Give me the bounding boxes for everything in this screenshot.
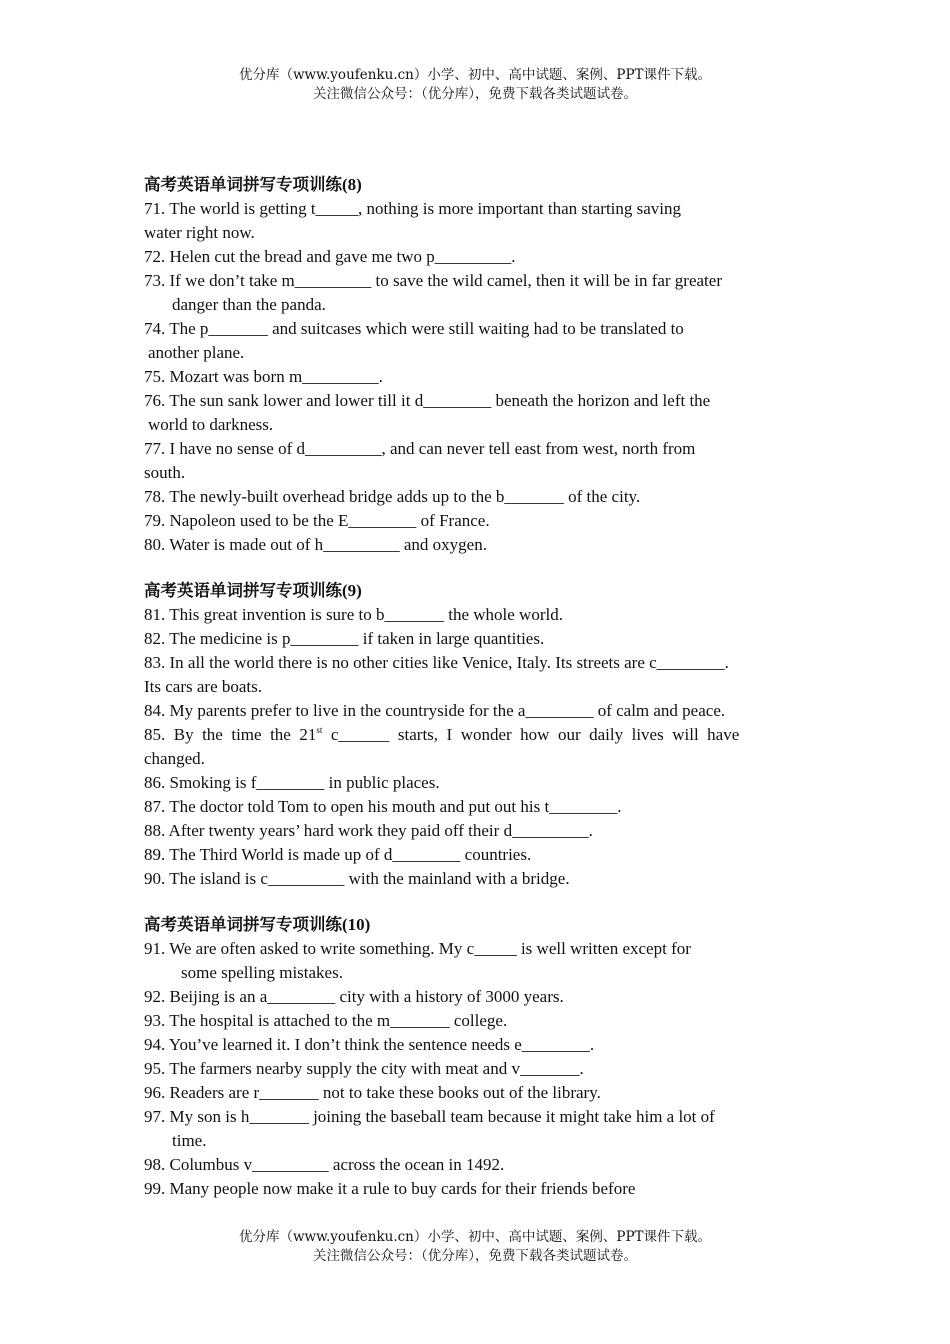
question-72: 72. Helen cut the bread and gave me two p_________. — [144, 247, 516, 266]
section-9 — [144, 579, 807, 891]
question-77: 77. I have no sense of d_________, and can never tell east from west, north from south. — [144, 439, 696, 482]
section-10 — [144, 913, 807, 1201]
section-title: 高考英语单词拼写专项训练(8) — [144, 175, 362, 194]
question-86: 86. Smoking is f________ in public places. — [144, 773, 440, 792]
page-header — [0, 66, 950, 104]
question-85: 85. By the time the 21st c______ starts, I wonder how our daily lives will have changed. — [144, 725, 740, 768]
page-footer — [0, 1228, 950, 1266]
question-95: 95. The farmers nearby supply the city with meat and v_______. — [144, 1059, 584, 1078]
question-73: 73. If we don’t take m_________ to save the wild camel, then it will be in far greater danger than the panda. — [144, 271, 722, 314]
question-80: 80. Water is made out of h_________ and oxygen. — [144, 535, 487, 554]
question-82: 82. The medicine is p________ if taken in large quantities. — [144, 629, 545, 648]
question-75: 75. Mozart was born m_________. — [144, 367, 383, 386]
question-87: 87. The doctor told Tom to open his mouth and put out his t________. — [144, 797, 622, 816]
question-74: 74. The p_______ and suitcases which were still waiting had to be translated to another plane. — [144, 319, 684, 362]
question-79: 79. Napoleon used to be the E________ of France. — [144, 511, 490, 530]
question-94: 94. You’ve learned it. I don’t think the sentence needs e________. — [144, 1035, 595, 1054]
question-96: 96. Readers are r_______ not to take these books out of the library. — [144, 1083, 601, 1102]
footer-line-1: 优分库（www.youfenku.cn）小学、初中、高中试题、案例、PPT课件下载。 — [238, 1229, 712, 1245]
section-8 — [144, 173, 807, 557]
question-99: 99. Many people now make it a rule to buy cards for their friends before — [144, 1179, 636, 1198]
question-83: 83. In all the world there is no other cities like Venice, Italy. Its streets are c________. Its cars are boats. — [144, 653, 729, 696]
section-title: 高考英语单词拼写专项训练(9) — [144, 581, 362, 600]
question-84: 84. My parents prefer to live in the countryside for the a________ of calm and peace. — [144, 701, 726, 720]
question-91: 91. We are often asked to write something. My c_____ is well written except for some spelling mistakes. — [144, 939, 691, 982]
question-71: 71. The world is getting t_____, nothing is more important than starting saving water right now. — [144, 199, 682, 242]
question-93: 93. The hospital is attached to the m_______ college. — [144, 1011, 508, 1030]
question-92: 92. Beijing is an a________ city with a history of 3000 years. — [144, 987, 564, 1006]
question-98: 98. Columbus v_________ across the ocean in 1492. — [144, 1155, 505, 1174]
question-89: 89. The Third World is made up of d________ countries. — [144, 845, 532, 864]
header-line-1: 优分库（www.youfenku.cn）小学、初中、高中试题、案例、PPT课件下载。 — [238, 67, 712, 83]
question-90: 90. The island is c_________ with the mainland with a bridge. — [144, 869, 570, 888]
footer-line-2: 关注微信公众号：（优分库），免费下载各类试题试卷。 — [313, 1248, 637, 1264]
question-88: 88. After twenty years’ hard work they paid off their d_________. — [144, 821, 593, 840]
section-title: 高考英语单词拼写专项训练(10) — [144, 915, 371, 934]
question-97: 97. My son is h_______ joining the baseball team because it might take him a lot of time. — [144, 1107, 715, 1150]
question-76: 76. The sun sank lower and lower till it d________ beneath the horizon and left the world to darkness. — [144, 391, 711, 434]
question-78: 78. The newly-built overhead bridge adds up to the b_______ of the city. — [144, 487, 641, 506]
header-line-2: 关注微信公众号：（优分库），免费下载各类试题试卷。 — [313, 86, 637, 102]
question-81: 81. This great invention is sure to b_______ the whole world. — [144, 605, 563, 624]
exercise-content — [144, 173, 807, 1223]
